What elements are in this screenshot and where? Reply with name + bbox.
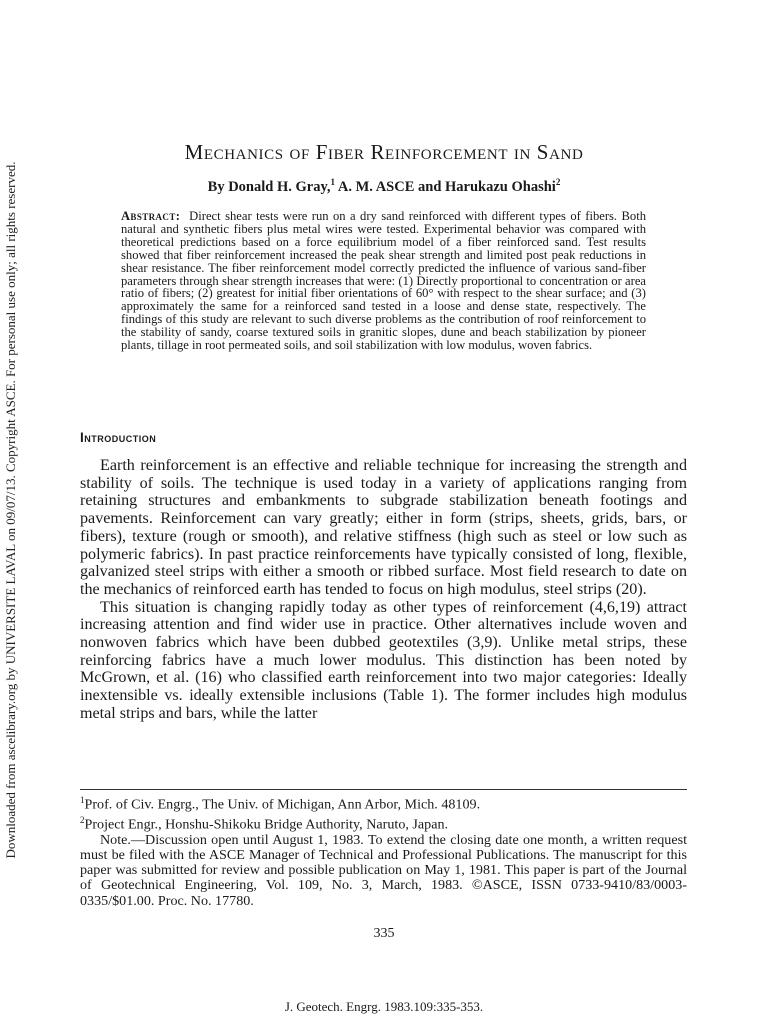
footnote [80,793,687,813]
author-line [0,177,768,196]
author-2: A. M. ASCE and Harukazu Ohashi [335,178,556,195]
footnote-divider [80,789,687,790]
section-heading-introduction: Introduction [80,430,157,445]
abstract [121,210,646,352]
footnote-mark: 2 [80,814,85,825]
footnote-text: Prof. of Civ. Engrg., The Univ. of Michigan, Ann Arbor, Mich. 48109. [84,796,481,813]
abstract-text: Direct shear tests were run on a dry sand reinforced with different types of fibers. Both natural and synthetic fibers plus metal wires were tested. Experimental behavior was compared with theoretical predictions based on a force equilibrium model of a fiber reinforced sand. Test results showed that fiber reinforcement increased the peak shear strength and limited post peak reductions in shear resistance. The fiber reinforcement model correctly predicted the influence of various sand-fiber parameters through shear strength increases that were: (1) Directly proportional to concentration or area ratio of fibers; (2) greatest for initial fiber orientations of 60° with respect to the shear surface; and (3) approximately the same for a reinforced sand tested in a loose and dense state, respectively. The findings of this study are relevant to such diverse problems as the contribution of roof reinforcement to the stability of sandy, coarse textured soils in granitic slopes, dune and beach stabilization by pioneer plants, tillage in root permeated soils, and soil stabilization with low modulus, woven fabrics. [121,209,646,353]
page-number: 335 [373,926,395,941]
author-1: By Donald H. Gray, [207,178,331,195]
footnotes [80,793,687,909]
paper-title: Mechanics of Fiber Reinforcement in Sand [184,140,584,164]
footnote [80,813,687,833]
abstract-label: Abstract: [121,209,181,223]
journal-citation: J. Geotech. Engrg. 1983.109:335-353. [284,999,484,1014]
paragraph: Earth reinforcement is an effective and reliable technique for increasing the strength and stability of soils. The technique is used today in a variety of applications ranging from retaining structures and embankments to subgrade stabilization beneath footings and pavements. Reinforcement can vary greatly; either in form (strips, sheets, grids, bars, or fibers), texture (rough or smooth), and relative stiffness (high such as steel or low such as polymeric fabrics). In past practice reinforcements have typically consisted of long, flexible, galvanized steel strips with either a smooth or ribbed surface. Most field research to date on the mechanics of reinforced earth has tended to focus on high modulus, steel strips (20). [80,457,687,598]
paragraph: This situation is changing rapidly today as other types of reinforcement (4,6,19) attract increasing attention and find wider use in practice. Other alternatives include woven and nonwoven fabrics which have been dubbed geotextiles (3,9). Unlike metal strips, these reinforcing fabrics have a much lower modulus. This distinction has been noted by McGrown, et al. (16) who classified earth reinforcement into two major categories: Ideally inextensible vs. ideally extensible inclusions (Table 1). The former includes high modulus metal strips and bars, while the latter [80,598,687,722]
body-text [80,457,687,723]
author-1-footnote-mark: 1 [330,177,336,187]
footnote-mark: 1 [80,795,85,805]
discussion-note: Note.—Discussion open until August 1, 1983. To extend the closing date one month, a written request must be filed with the ASCE Manager of Technical and Professional Publications. The manuscript for this paper was submitted for review and possible publication on May 1, 1981. This paper is part of the Journal of Geotechnical Engineering, Vol. 109, No. 3, March, 1983. ©ASCE, ISSN 0733-9410/83/0003-0335/$01.00. Proc. No. 17780. [80,831,687,909]
footnote-text: Project Engr., Honshu-Shikoku Bridge Authority, Naruto, Japan. [84,816,449,833]
author-2-footnote-mark: 2 [555,177,561,187]
download-notice-text: Downloaded from ascelibrary.org by UNIVERSITE LAVAL on 09/07/13. Copyright ASCE. For personal use only; all rights reserved. [3,161,18,859]
